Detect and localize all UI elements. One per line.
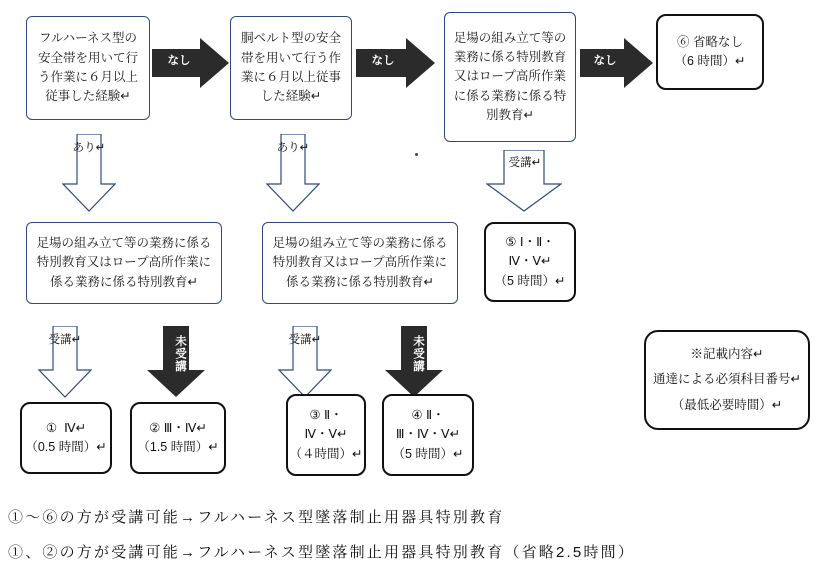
arrow-not-attended-1-label: 未受講 — [174, 335, 186, 373]
result-box-2 — [130, 402, 226, 474]
training-box-1-text: 足場の組み立て等の業務に係る特別教育又はロープ高所作業に係る業務に係る特別教育↵ — [36, 235, 212, 289]
result-box-5-marker-subject-1: ⑤ Ⅰ・Ⅱ・ — [505, 234, 555, 249]
arrow-not-attended-1 — [146, 326, 206, 398]
arrow-not-attended-2 — [384, 326, 444, 398]
result-box-4-subject-2: Ⅲ・Ⅳ・Ⅴ↵ — [395, 427, 461, 442]
result-box-4-hours: （5 時間）↵ — [392, 446, 464, 461]
arrow-no-1 — [152, 38, 230, 88]
question-box-2-text: 胴ベルト型の安全帯を用いて行う作業に６月以上従事した経験↵ — [240, 31, 341, 104]
training-box-1 — [26, 222, 222, 304]
training-box-2-text: 足場の組み立て等の業務に係る特別教育又はロープ高所作業に係る業務に係る特別教育↵ — [272, 235, 448, 289]
arrow-not-attended-2-label: 未受講 — [412, 335, 424, 373]
arrow-no-2 — [356, 38, 436, 88]
legend-note-box — [644, 330, 810, 430]
question-box-3 — [444, 12, 576, 142]
question-box-1 — [26, 16, 150, 120]
arrow-yes-1-label: あり↵ — [72, 142, 106, 154]
result-box-3 — [286, 394, 366, 476]
result-box-1-marker-subject: ① Ⅳ↵ — [45, 420, 87, 435]
arrow-attended-3-label: 受講↵ — [508, 157, 542, 169]
question-box-3-text: 足場の組み立て等の業務に係る特別教育又はロープ高所作業に係る業務に係る特別教育↵ — [453, 30, 567, 123]
legend-line-1: ※記載内容↵ — [690, 346, 764, 361]
stray-dot — [415, 153, 418, 156]
arrow-no-1-label: なし — [167, 55, 191, 67]
result-box-6 — [656, 14, 764, 90]
result-box-3-subject-2: Ⅳ・Ⅴ↵ — [304, 427, 348, 442]
arrow-no-3-label: なし — [593, 55, 617, 67]
result-box-2-marker-subject: ② Ⅲ・Ⅳ↵ — [149, 420, 207, 435]
result-box-2-hours: （1.5 時間）↵ — [137, 440, 219, 454]
arrow-attended-1-label: 受講↵ — [48, 334, 82, 346]
result-box-4-marker-subject-1: ④ Ⅱ・ — [411, 407, 445, 422]
arrow-attended-2-label: 受講↵ — [288, 334, 322, 346]
result-box-5 — [484, 222, 576, 302]
training-box-2 — [262, 222, 458, 304]
footer-line-2: ①、②の方が受講可能→フルハーネス型墜落制止用器具特別教育（省略2.5時間） — [8, 544, 636, 561]
result-box-5-hours: （5 時間）↵ — [494, 273, 566, 288]
arrow-no-2-label: なし — [371, 55, 395, 67]
question-box-1-text: フルハーネス型の安全帯を用いて行う作業に６月以上従事した経験↵ — [37, 31, 138, 104]
result-box-6-hours: （6 時間）↵ — [674, 54, 746, 68]
arrow-yes-1 — [62, 134, 116, 212]
arrow-no-3 — [580, 38, 654, 88]
arrow-attended-1 — [38, 326, 92, 398]
question-box-2 — [230, 16, 352, 120]
result-box-3-marker-subject-1: ③ Ⅱ・ — [309, 407, 343, 422]
result-box-1 — [20, 402, 112, 474]
legend-line-3: （最低必要時間）↵ — [671, 397, 783, 412]
result-box-1-hours: （0.5 時間）↵ — [25, 440, 107, 454]
result-box-3-hours: （４時間）↵ — [289, 446, 363, 461]
result-box-5-subject-2: Ⅳ・Ⅴ↵ — [508, 254, 552, 269]
result-box-4 — [382, 394, 474, 476]
legend-line-2: 通達による必須科目番号↵ — [653, 372, 801, 387]
arrow-attended-3 — [486, 150, 562, 212]
footer-line-1: ①～⑥の方が受講可能→フルハーネス型墜落制止用器具特別教育 — [8, 509, 505, 526]
arrow-attended-2 — [278, 326, 332, 398]
arrow-yes-2 — [266, 134, 320, 212]
arrow-yes-2-label: あり↵ — [276, 142, 310, 154]
result-box-6-marker-subject: ⑥ 省略なし — [676, 34, 743, 49]
